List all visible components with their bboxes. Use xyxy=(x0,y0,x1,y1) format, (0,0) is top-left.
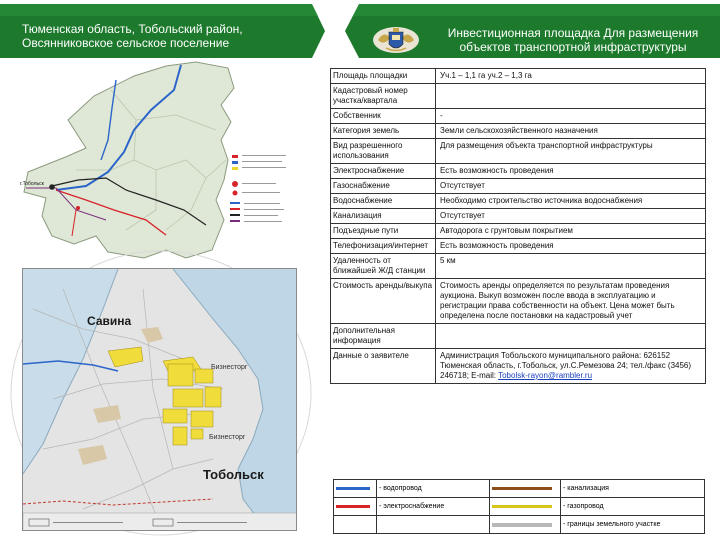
info-row xyxy=(331,279,706,324)
header-region-banner xyxy=(0,0,325,58)
coat-of-arms-icon xyxy=(372,26,420,54)
info-row-key: Категория земель xyxy=(331,124,436,139)
photo-label-biz-2: Бизнесторг xyxy=(209,434,246,441)
photo-legend-strip xyxy=(23,513,297,531)
info-row-key: Удаленность от ближайшей Ж/Д станции xyxy=(331,254,436,279)
info-row xyxy=(331,194,706,209)
info-row-value: 5 км xyxy=(436,254,706,279)
legend-power-swatch xyxy=(334,498,377,516)
region-line-2: Овсянниковское сельское поселение xyxy=(22,36,230,50)
legend-gas-label: - газопровод xyxy=(561,498,705,516)
info-row-value: Необходимо строительство источника водоснабжения xyxy=(436,194,706,209)
info-row-value: - xyxy=(436,109,706,124)
info-row-key: Газоснабжение xyxy=(331,179,436,194)
info-row xyxy=(331,164,706,179)
info-row xyxy=(331,224,706,239)
info-row-value xyxy=(436,324,706,349)
info-row-value: Земли сельскохозяйственного назначения xyxy=(436,124,706,139)
contact-email-link[interactable]: Tobolsk-rayon@rambler.ru xyxy=(498,371,593,380)
info-row-value: Отсутствует xyxy=(436,179,706,194)
map-legend-box xyxy=(230,155,286,222)
info-row xyxy=(331,139,706,164)
info-row xyxy=(331,84,706,109)
info-row-key: Стоимость аренды/выкупа xyxy=(331,279,436,324)
info-row-key: Телефонизация/интернет xyxy=(331,239,436,254)
legend-water-swatch xyxy=(334,480,377,498)
info-row-value: Стоимость аренды определяется по результатам проведения аукциона. Выкуп возможен после ввода в эксплуатацию и регистрации права собственности на объект. Цена может быть определена после постановки на кадастровый учет xyxy=(436,279,706,324)
legend-boundary-label: - границы земельного участке xyxy=(561,516,705,534)
info-row-value: Уч.1 – 1,1 га уч.2 – 1,3 га xyxy=(436,69,706,84)
info-row-key: Электроснабжение xyxy=(331,164,436,179)
city-label: г.Тобольск xyxy=(20,181,44,187)
district-outline xyxy=(24,62,234,258)
info-row-value: Для размещения объекта транспортной инфраструктуры xyxy=(436,139,706,164)
info-row-key: Собственник xyxy=(331,109,436,124)
contact-text: Администрация Тобольского муниципального района: 626152 Тюменская область, г.Тобольск, ул.С.Ремезова 24; тел./факс (3456) 246718; E-mail: xyxy=(440,351,692,380)
info-row-key: Канализация xyxy=(331,209,436,224)
info-row xyxy=(331,209,706,224)
legend-gas-swatch xyxy=(490,498,561,516)
info-row xyxy=(331,254,706,279)
site-info-table xyxy=(330,68,706,384)
info-row-key: Дополнительная информация xyxy=(331,324,436,349)
info-row xyxy=(331,179,706,194)
info-row xyxy=(331,69,706,84)
legend-water-label: - водопровод xyxy=(377,480,490,498)
info-row xyxy=(331,109,706,124)
info-row-key: Площадь площадки xyxy=(331,69,436,84)
site-location-map xyxy=(22,268,297,531)
photo-label-biz-1: Бизнесторг xyxy=(211,364,248,371)
legend-sewer-swatch xyxy=(490,480,561,498)
info-row-key: Кадастровый номер участка/квартала xyxy=(331,84,436,109)
info-row-value: Отсутствует xyxy=(436,209,706,224)
title-line-2: объектов транспортной инфраструктуры xyxy=(459,40,687,54)
legend-power-label: - электроснабжение xyxy=(377,498,490,516)
photo-label-savina: Савина xyxy=(87,314,132,328)
legend-boundary-swatch xyxy=(490,516,561,534)
district-overview-map xyxy=(16,60,316,266)
photo-label-tobolsk: Тобольск xyxy=(203,467,264,482)
info-row-value: Автодорога с грунтовым покрытием xyxy=(436,224,706,239)
info-row xyxy=(331,324,706,349)
utilities-legend xyxy=(333,479,705,534)
info-row-key: Водоснабжение xyxy=(331,194,436,209)
contact-row xyxy=(331,349,706,384)
info-row xyxy=(331,239,706,254)
info-row-value: Есть возможность проведения xyxy=(436,239,706,254)
title-line-1: Инвестиционная площадка Для размещения xyxy=(447,26,699,40)
info-row-key: Вид разрешенного использования xyxy=(331,139,436,164)
info-row-value: Есть возможность проведения xyxy=(436,164,706,179)
info-row xyxy=(331,124,706,139)
region-line-1: Тюменская область, Тобольский район, xyxy=(22,22,243,36)
info-row-value xyxy=(436,84,706,109)
contact-key: Данные о заявителе xyxy=(331,349,436,384)
contact-value xyxy=(436,349,706,384)
info-row-key: Подъездные пути xyxy=(331,224,436,239)
legend-sewer-label: - канализация xyxy=(561,480,705,498)
